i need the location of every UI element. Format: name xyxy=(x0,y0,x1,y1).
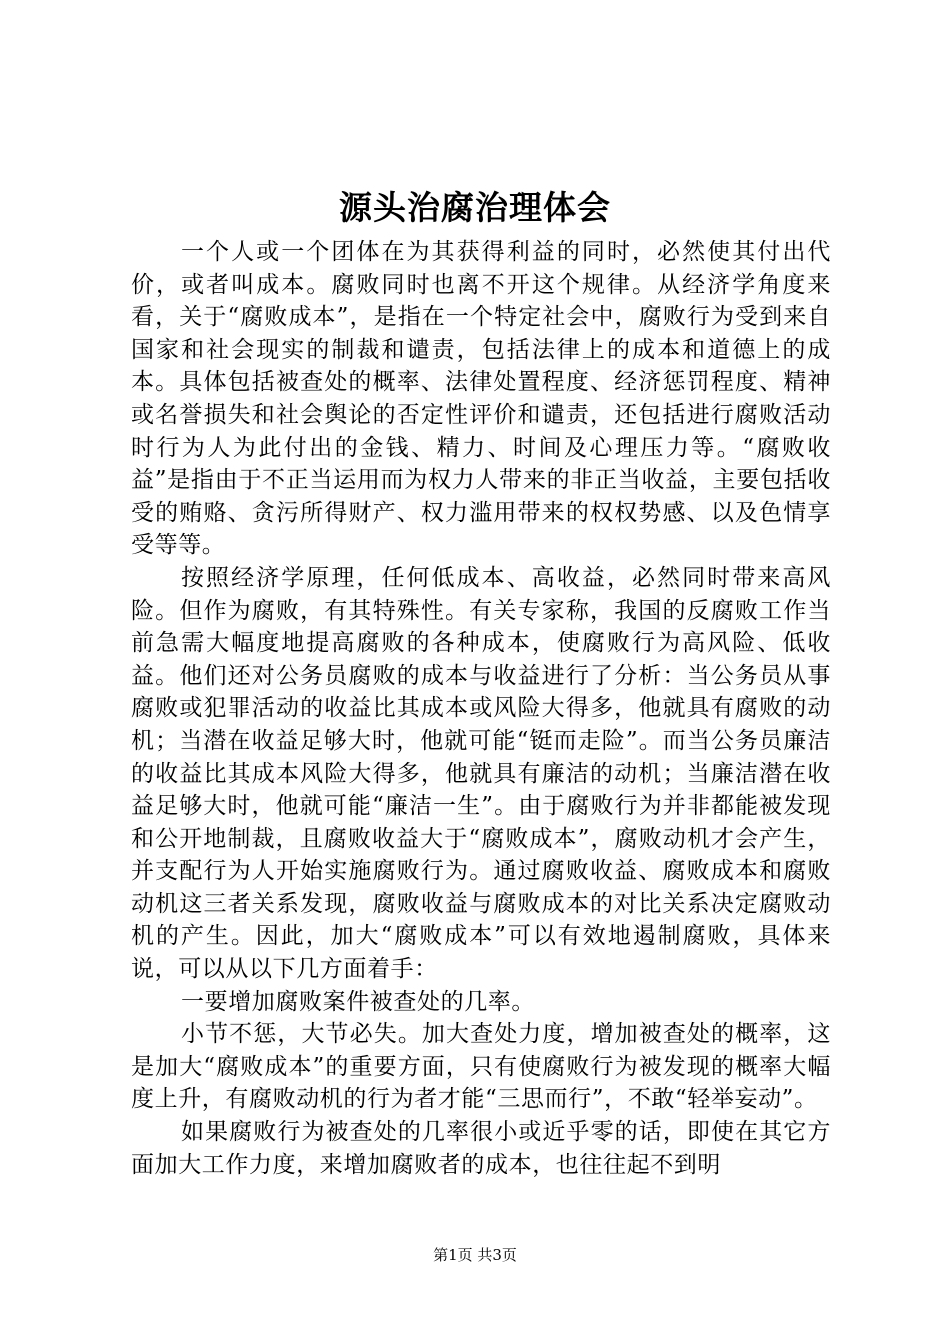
document-body xyxy=(131,236,831,1181)
document-title: 源头治腐治理体会 xyxy=(339,188,611,227)
paragraph: 按照经济学原理，任何低成本、高收益，必然同时带来高风险。但作为腐败，有其特殊性。有关专家称，我国的反腐败工作当前急需大幅度地提高腐败的各种成本，使腐败行为高风险、低收益。他们还对公务员腐败的成本与收益进行了分析：当公务员从事腐败或犯罪活动的收益比其成本或风险大得多，他就具有腐败的动机；当潜在收益足够大时，他就可能“铤而走险”。而当公务员廉洁的收益比其成本风险大得多，他就具有廉洁的动机；当廉洁潜在收益足够大时，他就可能“廉洁一生”。由于腐败行为并非都能被发现和公开地制裁，且腐败收益大于“腐败成本”，腐败动机才会产生，并支配行为人开始实施腐败行为。通过腐败收益、腐败成本和腐败动机这三者关系发现，腐败收益与腐败成本的对比关系决定腐败动机的产生。因此，加大“腐败成本”可以有效地遏制腐败，具体来说，可以从以下几方面着手： xyxy=(131,564,831,983)
paragraph: 一个人或一个团体在为其获得利益的同时，必然使其付出代价，或者叫成本。腐败同时也离不开这个规律。从经济学角度来看，关于“腐败成本”，是指在一个特定社会中，腐败行为受到来自国家和社会现实的制裁和谴责，包括法律上的成本和道德上的成本。具体包括被查处的概率、法律处置程度、经济惩罚程度、精神或名誉损失和社会舆论的否定性评价和谴责，还包括进行腐败活动时行为人为此付出的金钱、精力、时间及心理压力等。“腐败收益”是指由于不正当运用而为权力人带来的非正当收益，主要包括收受的贿赂、贪污所得财产、权力滥用带来的权权势感、以及色情享受等等。 xyxy=(131,239,831,559)
page-footer: 第1页 共3页 xyxy=(433,1246,517,1264)
paragraph: 小节不惩，大节必失。加大查处力度，增加被查处的概率，这是加大“腐败成本”的重要方面，只有使腐败行为被发现的概率大幅度上升，有腐败动机的行为者才能“三思而行”，不敢“轻举妄动”。 xyxy=(131,1021,831,1113)
paragraph: 如果腐败行为被查处的几率很小或近乎零的话，即使在其它方面加大工作力度，来增加腐败者的成本，也往往起不到明 xyxy=(131,1119,831,1178)
paragraph: 一要增加腐败案件被查处的几率。 xyxy=(181,988,535,1015)
